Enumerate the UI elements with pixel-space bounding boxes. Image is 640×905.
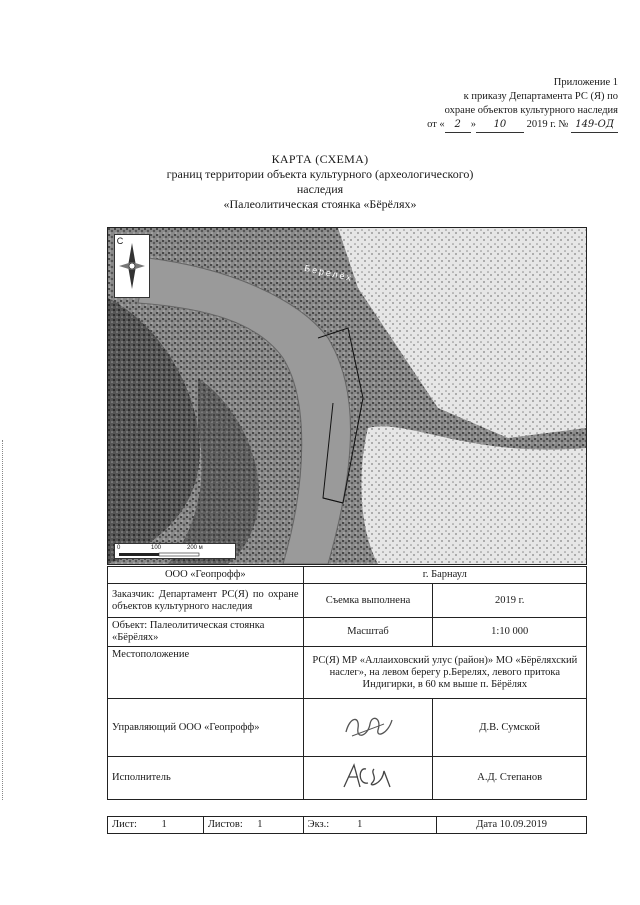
satellite-map <box>107 227 587 565</box>
sheet-value: 1 <box>157 817 203 834</box>
customer-cell: Заказчик: Департамент РС(Я) по охране объектов культурного наследия <box>108 584 304 618</box>
object-cell: Объект: Палеолитическая стоянка «Бёрёлях» <box>108 618 304 647</box>
city-cell: г. Барнаул <box>303 567 586 584</box>
copy-label: Экз.: <box>303 817 353 834</box>
survey-label-cell: Съемка выполнена <box>303 584 433 618</box>
order-suffix: 2019 г. № <box>526 119 569 130</box>
scale-label-cell: Масштаб <box>303 618 433 647</box>
order-prefix: от « <box>427 119 445 130</box>
order-number: 149-ОД <box>571 118 618 133</box>
scale-tick-0: 0 <box>117 545 121 551</box>
appendix-header <box>427 76 618 133</box>
company-cell: ООО «Геопрофф» <box>108 567 304 584</box>
order-day: 2 <box>445 118 471 133</box>
map-scale-bar <box>114 543 236 559</box>
title-line-3: наследия <box>296 182 344 196</box>
appendix-line-2: к приказу Департамента РС (Я) по <box>463 91 618 102</box>
date-cell: Дата 10.09.2019 <box>437 817 587 834</box>
scan-margin-artifact <box>2 440 5 800</box>
survey-year-cell: 2019 г. <box>433 584 587 618</box>
manager-name-cell: Д.В. Сумской <box>433 699 587 757</box>
manager-signature <box>338 706 398 746</box>
executor-label-cell: Исполнитель <box>108 757 304 800</box>
location-value-cell: РС(Я) МР «Аллаиховский улус (район)» МО «Бёрёляхский наслег», на левом берегу р.Берелях, левого притока Индигирки, в 60 км выше п. Бёрёлях <box>303 647 586 699</box>
scale-tick-100: 100 <box>151 545 162 551</box>
executor-signature <box>338 759 398 793</box>
sheet-label: Лист: <box>108 817 158 834</box>
executor-name-cell: А.Д. Степанов <box>433 757 587 800</box>
appendix-line-3: охране объектов культурного наследия <box>444 105 618 116</box>
river-label: Берелёх <box>303 262 354 284</box>
sheet-info-row <box>107 816 587 834</box>
location-label-cell: Местоположение <box>108 647 304 699</box>
title-block-table <box>107 566 587 800</box>
scale-bar-graphic <box>115 544 235 558</box>
title-line-4: «Палеолитическая стоянка «Бёрёлях» <box>223 197 417 211</box>
manager-signature-cell <box>303 699 433 757</box>
order-month: 10 <box>476 118 524 133</box>
order-mid: » <box>470 119 476 130</box>
sheets-value: 1 <box>253 817 303 834</box>
scale-tick-200: 200 м <box>187 545 203 551</box>
compass-north-letter: С <box>116 236 124 246</box>
document-title <box>0 152 640 212</box>
north-arrow-compass <box>114 234 150 298</box>
scale-value-cell: 1:10 000 <box>433 618 587 647</box>
sheets-label: Листов: <box>203 817 253 834</box>
title-line-2: границ территории объекта культурного (археологического) <box>166 167 474 181</box>
executor-signature-cell <box>303 757 433 800</box>
order-line <box>427 118 618 133</box>
appendix-line-1: Приложение 1 <box>553 77 618 88</box>
copy-value: 1 <box>353 817 437 834</box>
title-line-1: КАРТА (СХЕМА) <box>271 152 369 166</box>
manager-label-cell: Управляющий ООО «Геопрофф» <box>108 699 304 757</box>
